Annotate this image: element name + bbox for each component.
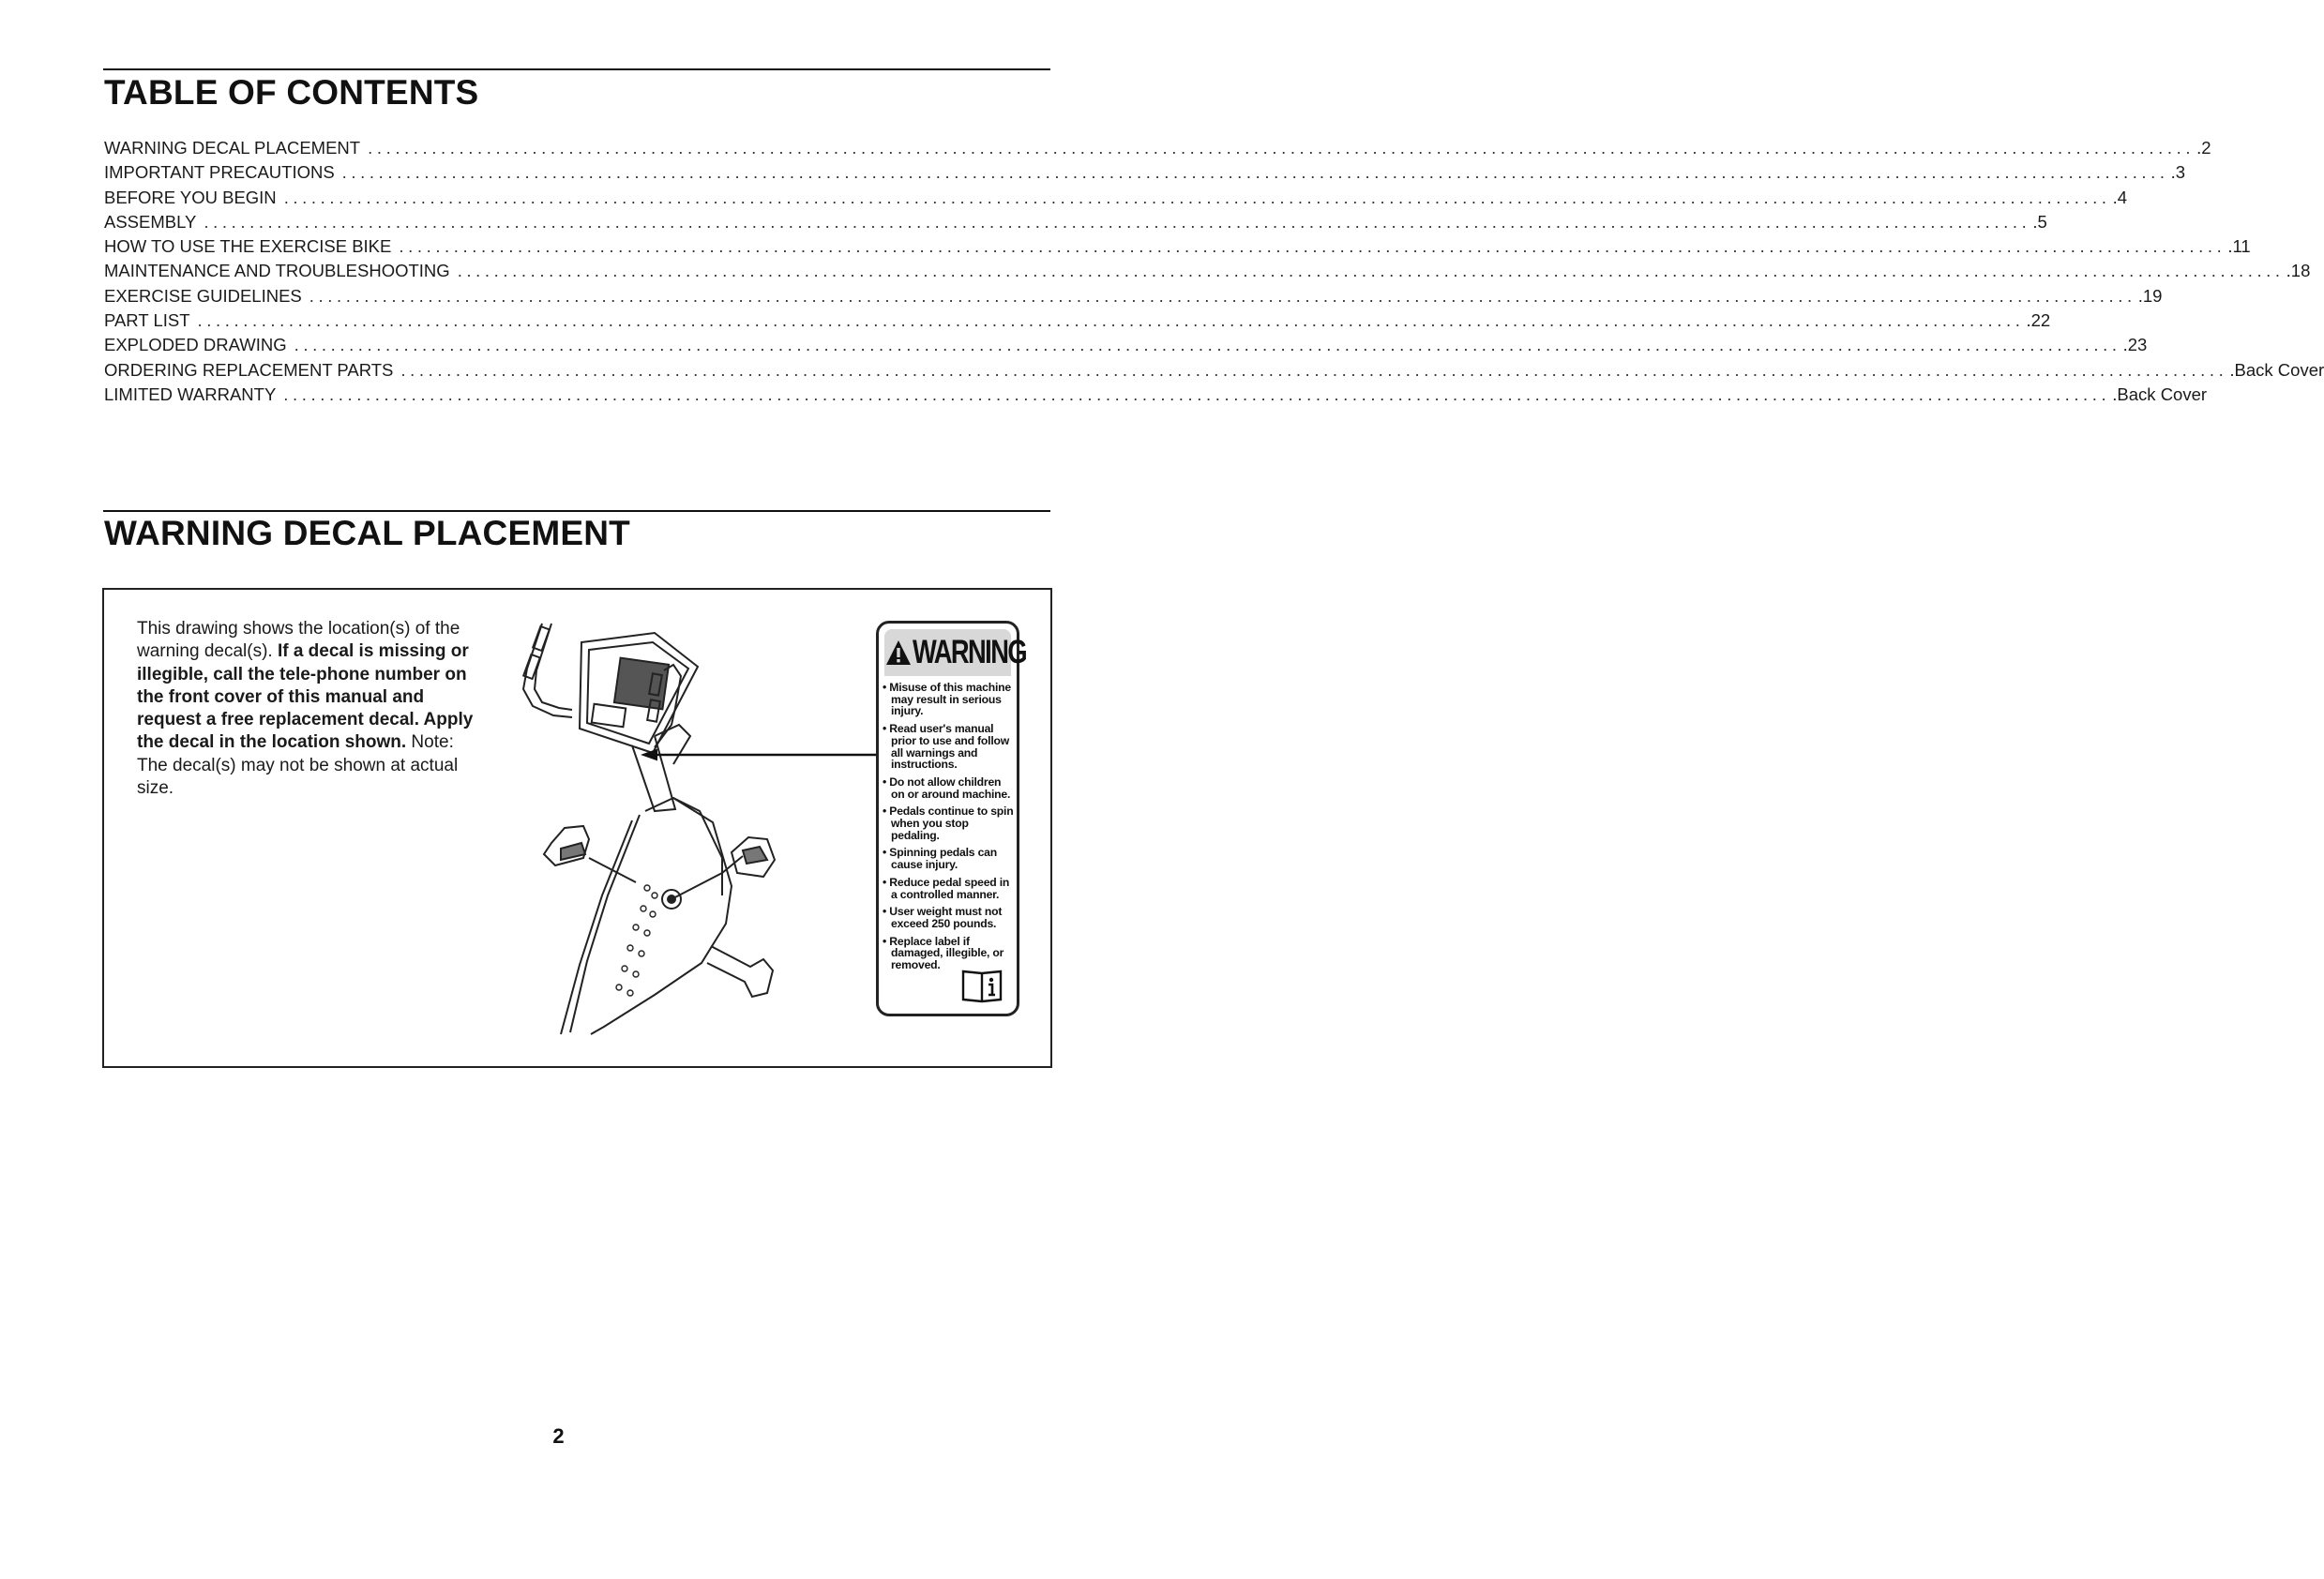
toc-entry-page: .5	[2032, 211, 2047, 232]
warning-decal	[876, 621, 1026, 1016]
toc-dot-leader: ........................................................................................................................................................................................................	[283, 383, 2111, 404]
decal-warning-item: • Replace label if damaged, illegible, or removed.	[883, 936, 1015, 971]
toc-entry-title: BEFORE YOU BEGIN	[104, 187, 277, 207]
instructions-plain: This drawing shows the location(s) of the warning decal(s).	[137, 619, 460, 662]
toc-entry	[104, 308, 2051, 333]
warning-instructions	[137, 618, 475, 800]
warning-triangle-icon	[885, 639, 912, 667]
toc-entry-page: .11	[2227, 236, 2251, 257]
toc-list	[104, 136, 2324, 407]
decal-warnings-list	[883, 682, 1015, 977]
decal-warning-item: • Reduce pedal speed in a controlled manner.	[883, 877, 1015, 900]
toc-entry-page: .23	[2122, 335, 2148, 355]
instructions-bold: If a decal is missing or illegible, call the tele-phone number on the front cover of this manual and request a free replacement decal. Apply the decal in the location shown.	[137, 641, 474, 753]
warning-heading: WARNING DECAL PLACEMENT	[104, 514, 630, 552]
toc-entry-page: .3	[2170, 162, 2186, 183]
toc-dot-leader: ........................................................................................................................................................................................................	[457, 261, 2285, 281]
toc-entry-title: MAINTENANCE AND TROUBLESHOOTING	[104, 261, 450, 281]
toc-entry-page: .22	[2026, 310, 2051, 331]
decal-warning-item: • Misuse of this machine may result in serious injury.	[883, 682, 1015, 717]
toc-dot-leader: ........................................................................................................................................................................................................	[400, 359, 2228, 380]
toc-dot-leader: ........................................................................................................................................................................................................	[309, 285, 2136, 306]
toc-dot-leader: ........................................................................................................................................................................................................	[399, 236, 2226, 257]
toc-entry-page: .Back Cover	[2229, 359, 2324, 380]
toc-entry	[104, 136, 2211, 160]
toc-entry-page: .4	[2112, 187, 2128, 207]
toc-entry-page: .19	[2137, 285, 2163, 306]
decal-title: WARNING	[912, 634, 1026, 670]
toc-dot-leader: ........................................................................................................................................................................................................	[368, 138, 2196, 158]
toc-entry	[104, 333, 2148, 357]
toc-entry	[104, 210, 2047, 234]
decal-warning-item: • Pedals continue to spin when you stop pedaling.	[883, 805, 1015, 841]
toc-dot-leader: ........................................................................................................................................................................................................	[283, 187, 2111, 207]
toc-entry-title: EXPLODED DRAWING	[104, 335, 287, 355]
toc-heading: TABLE OF CONTENTS	[104, 73, 479, 112]
toc-entry	[104, 234, 2251, 259]
page-number: 2	[552, 1424, 565, 1448]
toc-top-rule	[103, 68, 1050, 70]
toc-dot-leader: ........................................................................................................................................................................................................	[197, 310, 2025, 331]
decal-header	[884, 629, 1026, 676]
toc-entry-title: EXERCISE GUIDELINES	[104, 285, 302, 306]
toc-entry-page: .Back Cover	[2112, 383, 2208, 404]
toc-entry-title: IMPORTANT PRECAUTIONS	[104, 162, 335, 183]
toc-entry-title: HOW TO USE THE EXERCISE BIKE	[104, 236, 392, 257]
warning-top-rule	[103, 510, 1050, 512]
toc-entry-title: ORDERING REPLACEMENT PARTS	[104, 359, 394, 380]
toc-entry-title: LIMITED WARRANTY	[104, 383, 277, 404]
toc-entry	[104, 284, 2163, 308]
manual-info-icon	[959, 966, 1004, 1003]
toc-dot-leader: ........................................................................................................................................................................................................	[204, 211, 2031, 232]
toc-dot-leader: ........................................................................................................................................................................................................	[341, 162, 2169, 183]
toc-entry-title: PART LIST	[104, 310, 190, 331]
decal-warning-item: • Spinning pedals can cause injury.	[883, 847, 1015, 870]
toc-entry	[104, 259, 2311, 283]
decal-warning-item: • Read user's manual prior to use and follow all warnings and instructions.	[883, 723, 1015, 771]
toc-entry	[104, 186, 2128, 210]
toc-entry	[104, 160, 2186, 185]
toc-entry-title: ASSEMBLY	[104, 211, 197, 232]
toc-entry	[104, 383, 2208, 407]
toc-entry	[104, 358, 2324, 383]
instructions-note: Note: The decal(s) may not be shown at actual size.	[137, 732, 459, 799]
toc-dot-leader: ........................................................................................................................................................................................................	[294, 335, 2121, 355]
decal-warning-item: • User weight must not exceed 250 pounds.	[883, 906, 1015, 929]
toc-entry-page: .2	[2196, 138, 2211, 158]
toc-entry-page: .18	[2286, 261, 2311, 281]
toc-entry-title: WARNING DECAL PLACEMENT	[104, 138, 361, 158]
decal-warning-item: • Do not allow children on or around machine.	[883, 776, 1015, 800]
